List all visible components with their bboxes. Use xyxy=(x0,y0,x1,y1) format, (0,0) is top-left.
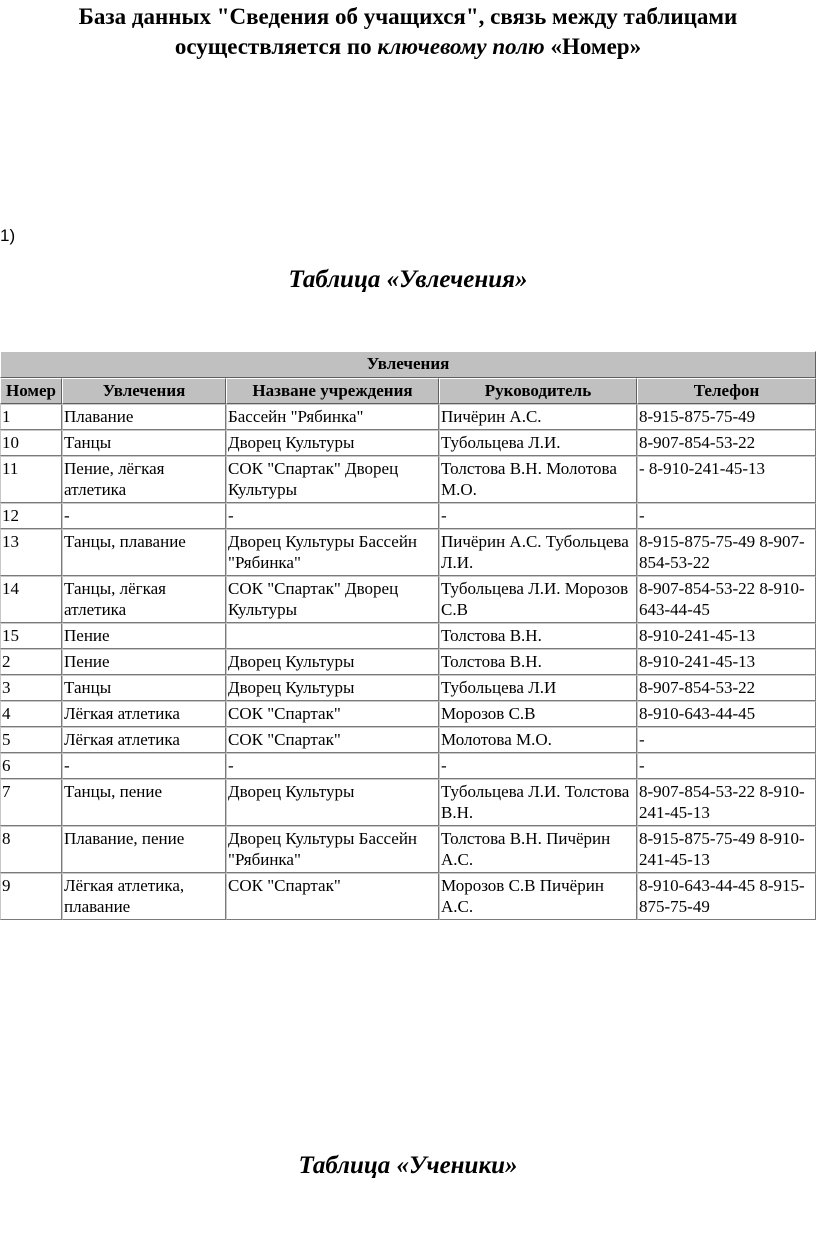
cell-phone: 8-910-643-44-45 xyxy=(637,701,816,727)
cell-hobbies: - xyxy=(62,753,226,779)
cell-number: 8 xyxy=(0,826,62,873)
table-row xyxy=(0,873,816,920)
table-row xyxy=(0,576,816,623)
table-row xyxy=(0,503,816,529)
table-header-row xyxy=(0,378,816,404)
cell-hobbies: Танцы, пение xyxy=(62,779,226,826)
cell-institution: Дворец Культуры Бассейн "Рябинка" xyxy=(226,826,439,873)
cell-phone: 8-915-875-75-49 xyxy=(637,404,816,430)
heading-line-1: База данных "Сведения об учащихся", связь между таблицами xyxy=(78,4,738,29)
cell-leader: Пичёрин А.С. Тубольцева Л.И. xyxy=(439,529,637,576)
heading-line-2-end: «Номер» xyxy=(544,34,642,59)
cell-leader: Морозов С.В Пичёрин А.С. xyxy=(439,873,637,920)
cell-leader: Тубольцева Л.И xyxy=(439,675,637,701)
cell-number: 11 xyxy=(0,456,62,503)
cell-phone: - 8-910-241-45-13 xyxy=(637,456,816,503)
cell-hobbies: Танцы, плавание xyxy=(62,529,226,576)
cell-institution: СОК "Спартак" Дворец Культуры xyxy=(226,576,439,623)
table-row xyxy=(0,623,816,649)
cell-hobbies: Лёгкая атлетика xyxy=(62,701,226,727)
cell-number: 2 xyxy=(0,649,62,675)
cell-leader: - xyxy=(439,503,637,529)
cell-number: 6 xyxy=(0,753,62,779)
cell-institution: Дворец Культуры Бассейн "Рябинка" xyxy=(226,529,439,576)
cell-phone: - xyxy=(637,503,816,529)
cell-phone: 8-907-854-53-22 xyxy=(637,675,816,701)
cell-leader: Тубольцева Л.И. Толстова В.Н. xyxy=(439,779,637,826)
table-row xyxy=(0,727,816,753)
cell-leader: Толстова В.Н. Молотова М.О. xyxy=(439,456,637,503)
cell-phone: 8-907-854-53-22 8-910-643-44-45 xyxy=(637,576,816,623)
cell-hobbies: Пение xyxy=(62,649,226,675)
table-caption: Увлечения xyxy=(0,351,816,378)
cell-institution: Дворец Культуры xyxy=(226,675,439,701)
table-title-students: Таблица «Ученики» xyxy=(298,1152,518,1179)
cell-institution: - xyxy=(226,753,439,779)
table-row xyxy=(0,649,816,675)
cell-phone: - xyxy=(637,727,816,753)
table-row xyxy=(0,456,816,503)
cell-leader: Толстова В.Н. Пичёрин А.С. xyxy=(439,826,637,873)
cell-number: 12 xyxy=(0,503,62,529)
cell-phone: 8-915-875-75-49 8-910-241-45-13 xyxy=(637,826,816,873)
table-row xyxy=(0,779,816,826)
cell-number: 15 xyxy=(0,623,62,649)
cell-number: 3 xyxy=(0,675,62,701)
cell-institution: СОК "Спартак" xyxy=(226,873,439,920)
heading-key-field-term: ключевому полю xyxy=(377,34,545,59)
cell-hobbies: Плавание xyxy=(62,404,226,430)
cell-leader: Морозов С.В xyxy=(439,701,637,727)
document-heading xyxy=(0,2,816,62)
cell-leader: Толстова В.Н. xyxy=(439,649,637,675)
cell-hobbies: Танцы xyxy=(62,430,226,456)
cell-hobbies: Лёгкая атлетика xyxy=(62,727,226,753)
cell-institution: СОК "Спартак" Дворец Культуры xyxy=(226,456,439,503)
cell-leader: Тубольцева Л.И. Морозов С.В xyxy=(439,576,637,623)
table-row xyxy=(0,404,816,430)
cell-institution: Дворец Культуры xyxy=(226,649,439,675)
cell-institution xyxy=(226,623,439,649)
table-row xyxy=(0,430,816,456)
cell-institution: СОК "Спартак" xyxy=(226,701,439,727)
cell-hobbies: - xyxy=(62,503,226,529)
cell-hobbies: Пение, лёгкая атлетика xyxy=(62,456,226,503)
table-title-hobbies: Таблица «Увлечения» xyxy=(288,266,528,293)
cell-phone: 8-907-854-53-22 8-910-241-45-13 xyxy=(637,779,816,826)
column-header: Телефон xyxy=(637,378,816,404)
column-header: Назване учреждения xyxy=(226,378,439,404)
table-row xyxy=(0,701,816,727)
cell-institution: Бассейн "Рябинка" xyxy=(226,404,439,430)
column-header: Номер xyxy=(0,378,62,404)
cell-leader: Молотова М.О. xyxy=(439,727,637,753)
table-row xyxy=(0,826,816,873)
cell-leader: - xyxy=(439,753,637,779)
cell-number: 7 xyxy=(0,779,62,826)
cell-number: 13 xyxy=(0,529,62,576)
cell-leader: Пичёрин А.С. xyxy=(439,404,637,430)
hobbies-table xyxy=(0,351,816,920)
cell-institution: - xyxy=(226,503,439,529)
cell-number: 9 xyxy=(0,873,62,920)
table-body xyxy=(0,404,816,920)
cell-phone: - xyxy=(637,753,816,779)
cell-number: 4 xyxy=(0,701,62,727)
cell-phone: 8-915-875-75-49 8-907-854-53-22 xyxy=(637,529,816,576)
cell-institution: Дворец Культуры xyxy=(226,430,439,456)
cell-number: 1 xyxy=(0,404,62,430)
cell-hobbies: Танцы xyxy=(62,675,226,701)
cell-phone: 8-907-854-53-22 xyxy=(637,430,816,456)
cell-hobbies: Лёгкая атлетика, плавание xyxy=(62,873,226,920)
hobbies-table-wrapper xyxy=(0,351,816,920)
heading-line-2 xyxy=(0,32,816,62)
cell-leader: Толстова В.Н. xyxy=(439,623,637,649)
cell-phone: 8-910-241-45-13 xyxy=(637,623,816,649)
cell-phone: 8-910-643-44-45 8-915-875-75-49 xyxy=(637,873,816,920)
cell-hobbies: Танцы, лёгкая атлетика xyxy=(62,576,226,623)
cell-number: 5 xyxy=(0,727,62,753)
table-row xyxy=(0,675,816,701)
cell-hobbies: Плавание, пение xyxy=(62,826,226,873)
table-row xyxy=(0,753,816,779)
cell-leader: Тубольцева Л.И. xyxy=(439,430,637,456)
table-row xyxy=(0,529,816,576)
cell-hobbies: Пение xyxy=(62,623,226,649)
cell-institution: Дворец Культуры xyxy=(226,779,439,826)
cell-institution: СОК "Спартак" xyxy=(226,727,439,753)
list-marker: 1) xyxy=(0,226,16,245)
column-header: Увлечения xyxy=(62,378,226,404)
heading-line-2-start: осуществляется по xyxy=(174,34,378,59)
cell-phone: 8-910-241-45-13 xyxy=(637,649,816,675)
column-header: Руководитель xyxy=(439,378,637,404)
cell-number: 14 xyxy=(0,576,62,623)
cell-number: 10 xyxy=(0,430,62,456)
